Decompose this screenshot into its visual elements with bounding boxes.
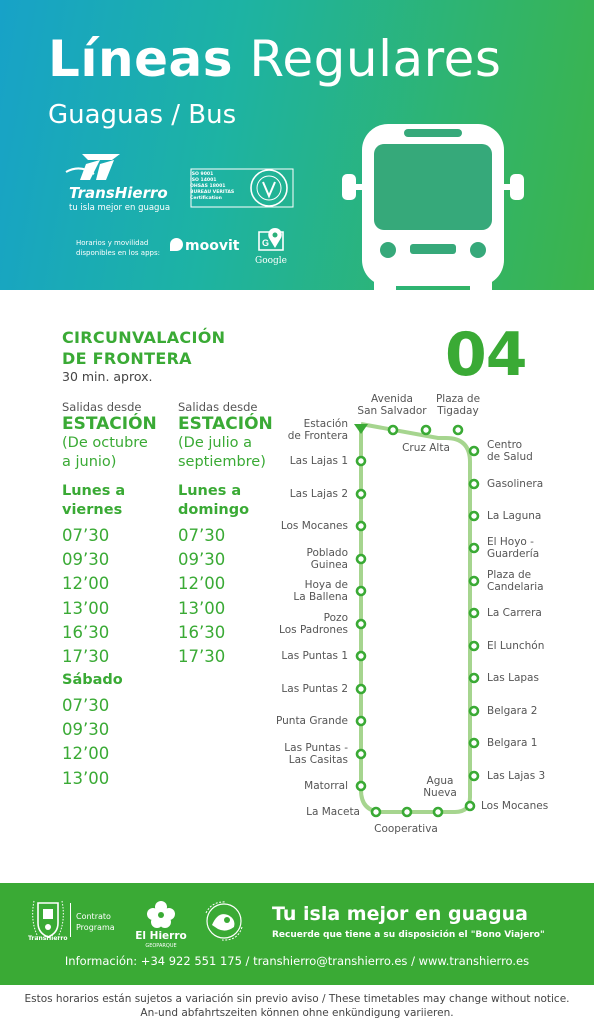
contrato-line2: Programa — [76, 923, 115, 932]
period-line2: septiembre) — [178, 454, 266, 470]
google-maps-icon — [253, 226, 289, 256]
day-type-line2: viernes — [62, 502, 123, 518]
day-type-line1: Lunes a — [62, 483, 126, 499]
title-light: Regulares — [249, 30, 502, 88]
page-title — [48, 30, 501, 88]
stop-dot — [422, 426, 430, 434]
bono-viajero-note: Recuerde que tiene a su disposición el "Bono Viajero" — [272, 930, 545, 940]
stop-dot — [434, 808, 442, 816]
stop-label: Belgara 2 — [487, 705, 538, 717]
transhierro-name: TransHierro — [69, 184, 168, 202]
stop-dot — [470, 707, 478, 715]
period-line1: (De julio a — [178, 435, 252, 451]
el-hierro-geoparque-logo — [133, 898, 193, 948]
departure-time: 09’30 — [62, 720, 110, 740]
stop-label: Cooperativa — [374, 823, 438, 835]
route-name — [62, 327, 225, 369]
header-banner — [0, 0, 594, 290]
stop-label: Cruz Alta — [402, 442, 450, 454]
departure-time: 17’30 — [62, 647, 110, 667]
stop-label: Pozo Los Padrones — [279, 612, 348, 636]
stop-dot — [357, 457, 365, 465]
departure-time: 12’00 — [178, 574, 226, 594]
stop-dot — [470, 674, 478, 682]
stop-label: La Maceta — [306, 806, 360, 818]
el-hierro-name: El Hierro — [135, 930, 187, 942]
route-line — [361, 424, 470, 812]
title-bold: Líneas — [48, 30, 234, 88]
transhierro-tagline: tu isla mejor en guagua — [69, 203, 171, 213]
stop-label: Las Puntas - Las Casitas — [284, 742, 348, 766]
el-hierro-subtitle: GEOPARQUE — [145, 943, 177, 949]
salidas-label: Salidas desde — [62, 400, 142, 414]
stop-label: Agua Nueva — [423, 775, 457, 799]
stop-label: Las Lajas 2 — [289, 488, 348, 500]
transhierro-logo — [60, 150, 170, 220]
stop-label: Las Lajas 1 — [289, 455, 348, 467]
svg-text:G: G — [262, 238, 270, 248]
departure-time: 12’00 — [62, 744, 110, 764]
google-maps-logo — [253, 226, 289, 268]
stop-label: Gasolinera — [487, 478, 544, 490]
el-hierro-flower-icon — [133, 898, 189, 930]
stop-dot — [357, 555, 365, 563]
route-name-line2: DE FRONTERA — [62, 349, 192, 368]
stop-label: Las Lapas — [487, 672, 539, 684]
stop-dot — [357, 522, 365, 530]
biosphere-reserve-logo-icon — [200, 897, 248, 945]
stop-dot — [357, 685, 365, 693]
footer-banner — [0, 883, 594, 985]
stop-label: El Lunchón — [487, 640, 545, 652]
stop-dot — [357, 620, 365, 628]
departure-time: 13’00 — [62, 768, 110, 788]
departure-time: 13’00 — [178, 598, 226, 618]
stop-label: Las Puntas 2 — [281, 683, 348, 695]
stop-label: Punta Grande — [275, 715, 348, 727]
contrato-programa — [76, 911, 115, 933]
departure-time: 09’30 — [62, 550, 110, 570]
departure-time: 13’00 — [62, 598, 110, 618]
stop-label: Belgara 1 — [487, 737, 538, 749]
moovit-pin-icon — [170, 238, 183, 251]
saturday-label: Sábado — [62, 672, 123, 688]
departure-time: 12’00 — [62, 574, 110, 594]
moovit-label: moovit — [185, 238, 240, 254]
schedule-saturday — [62, 671, 123, 791]
station-label: ESTACIÓN — [178, 414, 273, 434]
stop-label: Estación de Frontera — [287, 418, 348, 442]
schedule-winter — [62, 400, 182, 669]
google-maps-label: Google — [255, 256, 287, 266]
stop-label: Poblado Guinea — [306, 547, 348, 571]
stop-dot — [357, 717, 365, 725]
departure-time: 07’30 — [62, 526, 110, 545]
stop-dot — [470, 480, 478, 488]
stop-label: Plaza de Tigaday — [435, 393, 481, 417]
stop-label: Plaza de Candelaria — [487, 569, 544, 593]
logo-divider — [70, 903, 71, 937]
stop-dot — [357, 652, 365, 660]
stop-dot — [357, 750, 365, 758]
saturday-times — [62, 694, 123, 791]
contact-info: Información: +34 922 551 175 / transhierro@transhierro.es / www.transhierro.es — [64, 954, 530, 968]
stop-label: La Laguna — [487, 510, 542, 522]
stop-dot — [470, 544, 478, 552]
stop-dot — [470, 642, 478, 650]
route-duration: 30 min. aprox. — [62, 369, 153, 384]
stop-dot — [357, 782, 365, 790]
stop-label: Centro de Salud — [487, 439, 533, 463]
day-type-line2: domingo — [178, 502, 250, 518]
stop-dot — [470, 739, 478, 747]
transhierro-small-logo: TransHierro — [28, 935, 68, 942]
slogan: Tu isla mejor en guagua — [272, 903, 528, 925]
route-name-line1: CIRCUNVALACIÓN — [62, 328, 226, 347]
departure-time: 16’30 — [62, 622, 110, 642]
stop-dots — [357, 426, 478, 816]
stop-label: Matorral — [304, 780, 348, 792]
departure-time: 17’30 — [178, 647, 226, 667]
disclaimer-line1: Estos horarios están sujetos a variación sin previo aviso / These timetables may change without notice. — [24, 993, 570, 1005]
stop-label: La Carrera — [487, 607, 542, 619]
disclaimer — [0, 992, 594, 1020]
day-type — [62, 482, 182, 520]
departure-time: 16’30 — [178, 622, 226, 642]
station-label: ESTACIÓN — [62, 414, 157, 434]
stop-label: Los Mocanes — [280, 520, 348, 532]
page-subtitle: Guaguas / Bus — [48, 100, 237, 130]
start-marker-icon — [354, 424, 368, 434]
bureau-veritas-text: ISO 9001 ISO 14001 OHSAS 18001 BUREAU VERITAS Certification — [190, 172, 235, 201]
departure-times — [178, 524, 298, 669]
stop-dot — [470, 512, 478, 520]
disclaimer-line2: An-und abfahrtszeiten können ohne enkündigung variieren. — [140, 1007, 454, 1019]
stop-dot — [403, 808, 411, 816]
contrato-line1: Contrato — [76, 912, 111, 921]
line-number: 04 — [445, 320, 527, 390]
stop-label: Las Puntas 1 — [281, 650, 348, 662]
bus-icon — [338, 116, 528, 290]
stop-dot — [357, 490, 365, 498]
stop-dot — [389, 426, 397, 434]
departure-time: 07’30 — [62, 696, 110, 715]
departure-times — [62, 524, 182, 669]
stop-dot — [372, 808, 380, 816]
stop-label: El Hoyo - Guardería — [487, 536, 540, 560]
departure-time: 09’30 — [178, 550, 226, 570]
stop-dot — [470, 609, 478, 617]
stop-dot — [454, 426, 462, 434]
stop-label: Avenida San Salvador — [357, 393, 427, 417]
stop-label: Las Lajas 3 — [487, 770, 546, 782]
stop-label: Hoya de La Ballena — [293, 579, 348, 603]
period-line2: a junio) — [62, 454, 117, 470]
transhierro-logo-mark-icon — [60, 150, 130, 184]
day-type-line1: Lunes a — [178, 483, 242, 499]
apps-note: Horarios y movilidad disponibles en los apps: — [76, 239, 160, 258]
departure-time: 07’30 — [178, 526, 226, 545]
stop-dot — [466, 802, 474, 810]
moovit-logo — [170, 238, 239, 254]
period-line1: (De octubre — [62, 435, 148, 451]
salidas-label: Salidas desde — [178, 400, 258, 414]
stop-dot — [357, 587, 365, 595]
stop-label: Los Mocanes — [481, 800, 549, 812]
bureau-veritas-logo — [190, 166, 295, 212]
day-type — [178, 482, 298, 520]
stop-dot — [470, 577, 478, 585]
